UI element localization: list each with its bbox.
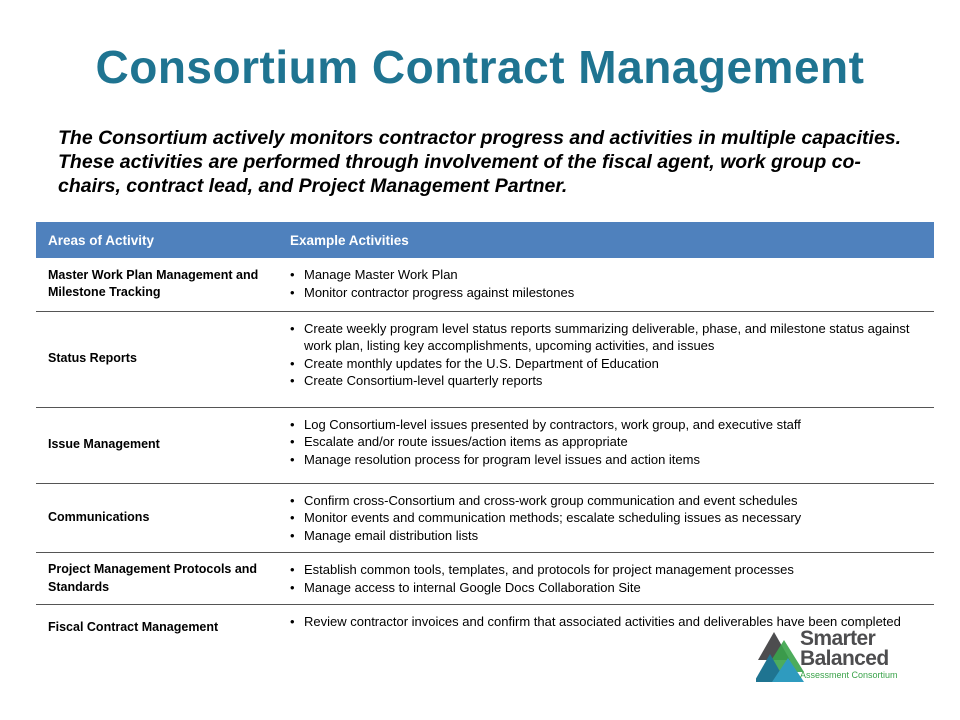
- table-row: [36, 483, 934, 553]
- area-cell: Communications: [36, 483, 278, 553]
- logo-word-balanced: Balanced: [800, 647, 889, 670]
- table-row: [36, 553, 934, 605]
- activity-item: • Monitor events and communication methods; escalate scheduling issues as necessary: [290, 509, 922, 527]
- activities-cell: [278, 258, 934, 311]
- activity-item: • Manage access to internal Google Docs Collaboration Site: [290, 579, 922, 597]
- table-header-row: [36, 222, 934, 258]
- activities-cell: [278, 407, 934, 483]
- intro-paragraph: The Consortium actively monitors contractor progress and activities in multiple capacities. These activities are performed through involvement of the fiscal agent, work group co-chairs, contract lead, and Project Management Partner.: [58, 127, 902, 197]
- area-cell: Status Reports: [36, 311, 278, 407]
- activity-item: • Monitor contractor progress against milestones: [290, 284, 922, 302]
- activity-item: • Manage email distribution lists: [290, 527, 922, 545]
- table-row: [36, 258, 934, 311]
- activities-table: [36, 222, 934, 651]
- activity-item: • Manage resolution process for program level issues and action items: [290, 451, 922, 469]
- header-areas-of-activity: Areas of Activity: [36, 222, 278, 258]
- activity-item: • Manage Master Work Plan: [290, 266, 922, 284]
- activity-list: [290, 416, 922, 469]
- activity-item: • Log Consortium-level issues presented by contractors, work group, and executive staff: [290, 416, 922, 434]
- activity-list: [290, 320, 922, 390]
- area-cell: Issue Management: [36, 407, 278, 483]
- slide-title: Consortium Contract Management: [95, 41, 865, 93]
- smarter-balanced-logo: [760, 628, 930, 684]
- area-cell: Project Management Protocols and Standards: [36, 553, 278, 605]
- logo-word-smarter: Smarter: [800, 627, 876, 650]
- activity-item: • Establish common tools, templates, and protocols for project management processes: [290, 561, 922, 579]
- activity-item: • Create monthly updates for the U.S. Department of Education: [290, 355, 922, 373]
- activity-list: [290, 561, 922, 596]
- logo-subtitle: Assessment Consortium: [800, 670, 898, 680]
- activities-cell: [278, 553, 934, 605]
- activity-item: • Create weekly program level status reports summarizing deliverable, phase, and milestone status against work plan, listing key accomplishments, upcoming activities, and issues: [290, 320, 922, 355]
- activity-item: • Escalate and/or route issues/action items as appropriate: [290, 433, 922, 451]
- activities-cell: [278, 483, 934, 553]
- activity-list: [290, 492, 922, 545]
- activity-item: • Review contractor invoices and confirm that associated activities and deliverables have been completed: [290, 613, 922, 631]
- activity-item: • Create Consortium-level quarterly reports: [290, 372, 922, 390]
- table-row: [36, 407, 934, 483]
- header-example-activities: Example Activities: [278, 222, 934, 258]
- activity-item: • Confirm cross-Consortium and cross-work group communication and event schedules: [290, 492, 922, 510]
- activity-list: [290, 266, 922, 301]
- activities-cell: [278, 311, 934, 407]
- area-cell: Fiscal Contract Management: [48, 620, 219, 634]
- area-cell: Master Work Plan Management and Milestone Tracking: [36, 258, 278, 311]
- table-row: [36, 311, 934, 407]
